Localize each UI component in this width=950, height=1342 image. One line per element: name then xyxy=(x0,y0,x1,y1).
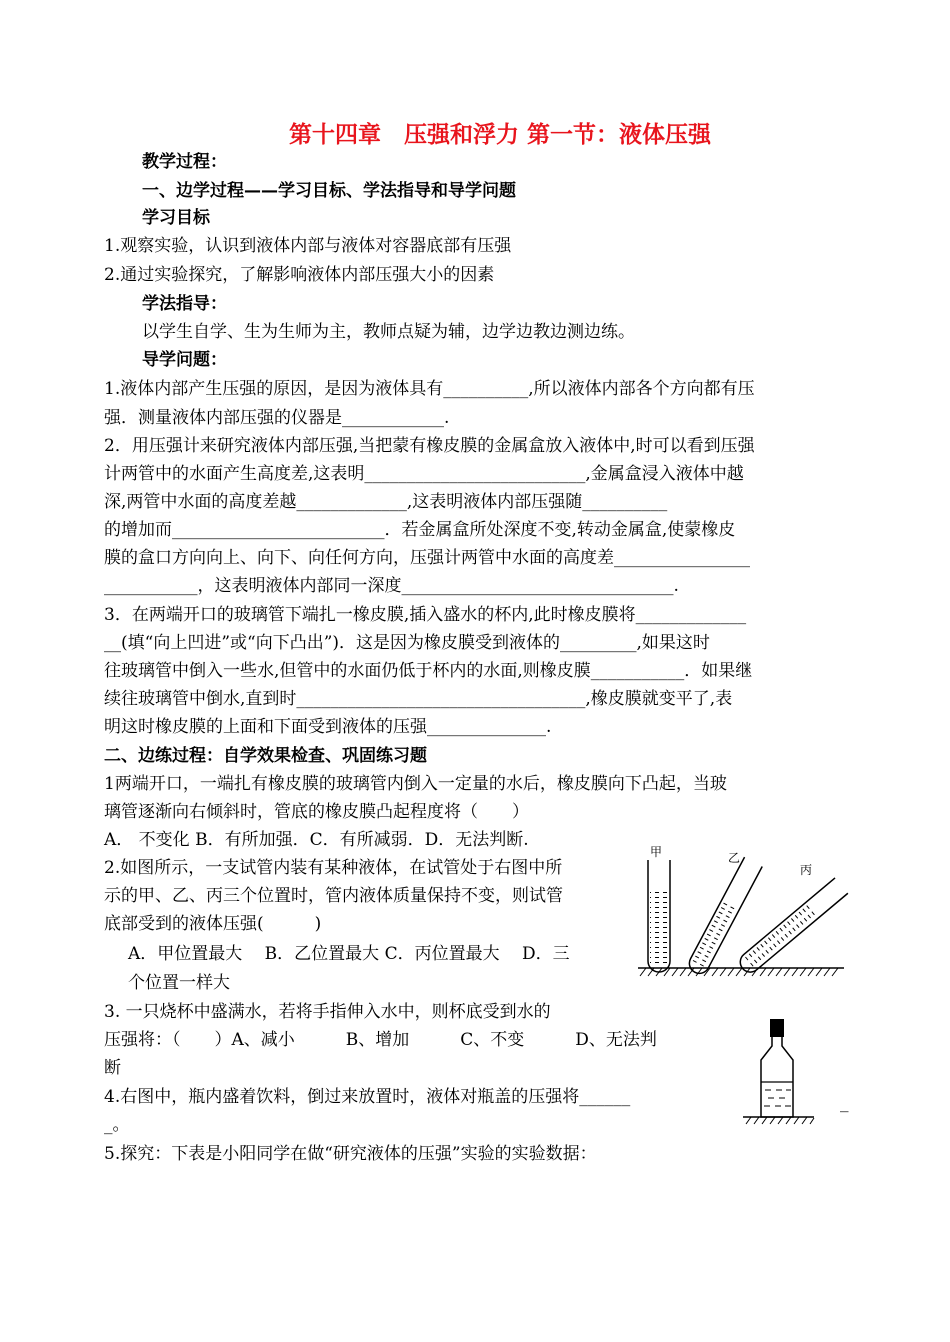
bottle-cap xyxy=(770,1019,784,1037)
exercise-line: A． 不变化 B．有所加强．C．有所减弱．D．无法判断. xyxy=(104,830,529,850)
exercise-line: 底部受到的液体压强( ) xyxy=(104,914,322,934)
tube-label-jia: 甲 xyxy=(650,845,663,859)
goal-1: 1.观察实验，认识到液体内部与液体对容器底部有压强 xyxy=(104,236,512,256)
question-line: ___________，这表明液体内部同一深度________________________________. xyxy=(104,576,679,596)
section-one-heading: 一、边学过程——学习目标、学法指导和导学问题 xyxy=(142,181,516,201)
tube-label-bing: 丙 xyxy=(800,863,813,877)
exercise-line: 断 xyxy=(104,1058,121,1078)
question-line: 膜的盒口方向向上、向下、向任何方向，压强计两管中水面的高度差________________ xyxy=(104,548,750,568)
learning-goals-heading: 学习目标 xyxy=(142,208,210,228)
question-line: 的增加而_________________________．若金属盒所处深度不变,转动金属盒,使蒙橡皮 xyxy=(104,520,736,540)
question-line: 深,两管中水面的高度差越_____________,这表明液体内部压强随__________ xyxy=(104,492,668,512)
tube-label-yi: 乙 xyxy=(728,851,741,865)
exercise-line: 5.探究：下表是小阳同学在做“研究液体的压强”实验的实验数据： xyxy=(104,1144,597,1164)
guide-questions-heading: 导学问题： xyxy=(142,350,227,370)
bottle-ground xyxy=(743,1117,814,1124)
exercise-line: 2.如图所示，一支试管内装有某种液体，在试管处于右图中所 xyxy=(104,858,563,878)
bottle-body xyxy=(761,1037,793,1117)
test-tube-figure xyxy=(630,840,850,980)
exercise-line: 压强将：（ ）A、减小 B、增加 C、不变 D、无法判 xyxy=(104,1030,657,1050)
question-line: 计两管中的水面产生高度差,这表明__________________________,金属盒浸入液体中越 xyxy=(104,464,744,484)
blank-mark: _ xyxy=(840,1093,849,1113)
exercise-line: 璃管逐渐向右倾斜时，管底的橡皮膜凸起程度将（ ） xyxy=(104,802,529,822)
exercise-line: 示的甲、乙、丙三个位置时，管内液体质量保持不变，则试管 xyxy=(104,886,563,906)
question-line: __(填“向上凹进”或“向下凸出”)．这是因为橡皮膜受到液体的_________,如果这时 xyxy=(104,633,710,653)
exercise-line: A．甲位置最大 B．乙位置最大 C．丙位置最大 D．三 xyxy=(128,944,570,964)
question-line: 往玻璃管中倒入一些水,但管中的水面仍低于杯内的水面,则橡皮膜___________．如果继 xyxy=(104,661,753,681)
exercise-line: 3. 一只烧杯中盛满水，若将手指伸入水中，则杯底受到水的 xyxy=(104,1002,551,1022)
question-line: 强．测量液体内部压强的仪器是____________. xyxy=(104,408,450,428)
question-line: 明这时橡皮膜的上面和下面受到液体的压强______________. xyxy=(104,717,552,737)
bottle-figure xyxy=(738,1016,853,1128)
exercise-line: 1两端开口，一端扎有橡皮膜的玻璃管内倒入一定量的水后，橡皮膜向下凸起，当玻 xyxy=(104,774,727,794)
question-line: 2．用压强计来研究液体内部压强,当把蒙有橡皮膜的金属盒放入液体中,时可以看到压强 xyxy=(104,436,755,456)
exercise-line: 4.右图中，瓶内盛着饮料，倒过来放置时，液体对瓶盖的压强将______ xyxy=(104,1087,631,1107)
section-two-heading: 二、边练过程：自学效果检查、巩固练习题 xyxy=(104,746,427,766)
question-line: 续往玻璃管中倒水,直到时__________________________________,橡皮膜就变平了,表 xyxy=(104,689,733,709)
bottle-liquid xyxy=(761,1082,793,1106)
exercise-line: _。 xyxy=(104,1115,130,1135)
section-teaching-process: 教学过程： xyxy=(142,152,227,172)
method-heading: 学法指导： xyxy=(142,294,227,314)
tube-jia xyxy=(648,860,670,972)
exercise-line: 个位置一样大 xyxy=(128,973,230,993)
ground-line xyxy=(638,968,844,976)
method-text: 以学生自学、生为生师为主，教师点疑为辅，边学边教边测边练。 xyxy=(142,322,635,342)
goal-2: 2.通过实验探究，了解影响液体内部压强大小的因素 xyxy=(104,265,495,285)
tube-bing xyxy=(736,878,848,976)
page-title: 第十四章 压强和浮力 第一节：液体压强 xyxy=(288,122,711,148)
question-line: 1.液体内部产生压强的原因，是因为液体具有__________,所以液体内部各个方向都有压 xyxy=(104,379,755,399)
question-line: 3．在两端开口的玻璃管下端扎一橡皮膜,插入盛水的杯内,此时橡皮膜将_____________ xyxy=(104,605,747,625)
